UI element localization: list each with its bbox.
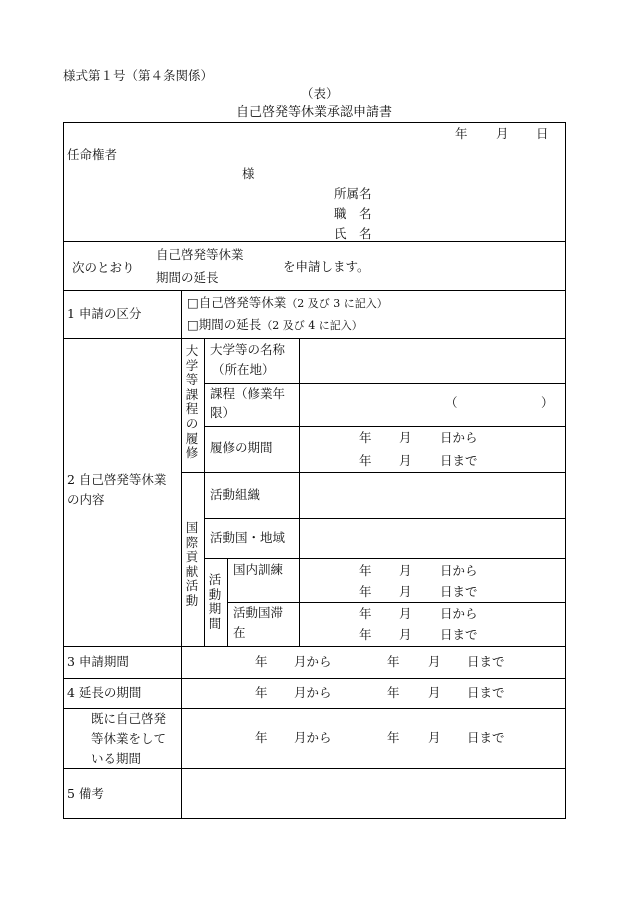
- rule: [181, 290, 182, 819]
- request-prefix: 次のとおり: [72, 260, 135, 275]
- date-month-from: 月から: [294, 654, 332, 669]
- country-label: 活動国・地域: [210, 530, 286, 545]
- existing-label-cont: 等休業をして: [91, 731, 167, 746]
- date-to: 日まで: [467, 730, 505, 745]
- date-year: 年: [455, 126, 468, 141]
- date-year: 年: [359, 584, 372, 599]
- existing-label-cont2: いる期間: [91, 751, 142, 766]
- request-suffix: を申請します。: [283, 259, 370, 274]
- date-year: 年: [359, 453, 372, 468]
- domestic-training-label: 国内訓練: [233, 562, 284, 577]
- check-extension[interactable]: [187, 319, 363, 332]
- rule: [299, 338, 300, 646]
- date-year: 年: [255, 654, 268, 669]
- date-to: 日まで: [440, 453, 478, 468]
- rule: [204, 338, 205, 646]
- activity-period-group-label: 活動期間: [208, 572, 222, 631]
- section1-label: 1 申請の区分: [67, 306, 142, 321]
- intl-activity-group-label: 国際貢献活動: [185, 520, 199, 608]
- name-label: 氏 名: [334, 226, 372, 241]
- affiliation-label: 所属名: [334, 186, 372, 201]
- stay-label-cont: 在: [233, 625, 246, 640]
- rule: [63, 768, 566, 769]
- rule: [63, 290, 566, 291]
- form-number: 様式第１号（第４条関係）: [63, 68, 214, 83]
- date-month-from: 月から: [294, 730, 332, 745]
- course-label: 課程（修業年: [210, 386, 286, 401]
- date-from: 日から: [440, 563, 478, 578]
- date-to: 日まで: [467, 654, 505, 669]
- date-month-from: 月から: [294, 685, 332, 700]
- date-year: 年: [387, 685, 400, 700]
- rule: [63, 646, 566, 647]
- appointer-label: 任命権者: [67, 147, 118, 162]
- date-month: 月: [399, 584, 412, 599]
- date-from: 日から: [440, 606, 478, 621]
- stay-label: 活動国滞: [233, 605, 284, 620]
- rule: [63, 241, 566, 242]
- section5-label: 5 備考: [67, 786, 104, 801]
- check-extension-label: □期間の延長: [187, 317, 262, 332]
- study-period-label: 履修の期間: [210, 440, 273, 455]
- univ-course-group-label: 大学等課程の履修: [185, 343, 199, 461]
- date-day: 日: [536, 126, 549, 141]
- course-label-cont: 限）: [210, 405, 236, 420]
- date-month: 月: [399, 430, 412, 445]
- page-title: 自己啓発等休業承認申請書: [236, 105, 393, 120]
- date-month: 月: [428, 730, 441, 745]
- date-to: 日まで: [440, 584, 478, 599]
- date-year: 年: [359, 606, 372, 621]
- date-month: 月: [399, 563, 412, 578]
- section4-label: 4 延長の期間: [67, 685, 142, 700]
- side-label: （表）: [301, 86, 339, 101]
- section2-label: 2 自己啓発等休業: [67, 472, 167, 487]
- rule: [181, 472, 566, 473]
- section2-label-cont: の内容: [67, 492, 105, 507]
- date-month: 月: [496, 126, 509, 141]
- rule: [63, 338, 566, 339]
- univ-name-label: 大学等の名称: [210, 342, 286, 357]
- date-month: 月: [399, 453, 412, 468]
- rule: [63, 678, 566, 679]
- rule: [204, 426, 566, 427]
- check-extension-note: （2 及び 4 に記入）: [261, 319, 363, 332]
- rule: [63, 708, 566, 709]
- request-option-leave: 自己啓発等休業: [156, 247, 244, 262]
- date-year: 年: [359, 627, 372, 642]
- date-to: 日まで: [440, 627, 478, 642]
- date-month: 月: [428, 685, 441, 700]
- position-label: 職 名: [334, 206, 372, 221]
- check-leave[interactable]: [187, 297, 388, 310]
- rule: [204, 558, 566, 559]
- check-leave-note: （2 及び 3 に記入）: [286, 297, 388, 310]
- rule: [227, 602, 566, 603]
- course-years-open: （: [445, 395, 458, 410]
- date-to: 日まで: [467, 685, 505, 700]
- univ-location-label: （所在地）: [212, 362, 275, 377]
- date-year: 年: [359, 563, 372, 578]
- sama-label: 様: [242, 166, 255, 181]
- check-leave-label: □自己啓発等休業: [187, 295, 287, 310]
- request-option-extension: 期間の延長: [156, 270, 219, 285]
- date-year: 年: [359, 430, 372, 445]
- date-month: 月: [399, 606, 412, 621]
- rule: [204, 383, 566, 384]
- date-from: 日から: [440, 430, 478, 445]
- rule: [227, 558, 228, 646]
- date-month: 月: [399, 627, 412, 642]
- date-year: 年: [255, 685, 268, 700]
- course-years-close: ）: [541, 395, 554, 410]
- date-year: 年: [387, 730, 400, 745]
- org-label: 活動組織: [210, 487, 261, 502]
- existing-label: 既に自己啓発: [91, 711, 167, 726]
- date-year: 年: [255, 730, 268, 745]
- date-year: 年: [387, 654, 400, 669]
- date-month: 月: [428, 654, 441, 669]
- rule: [204, 518, 566, 519]
- section3-label: 3 申請期間: [67, 654, 129, 669]
